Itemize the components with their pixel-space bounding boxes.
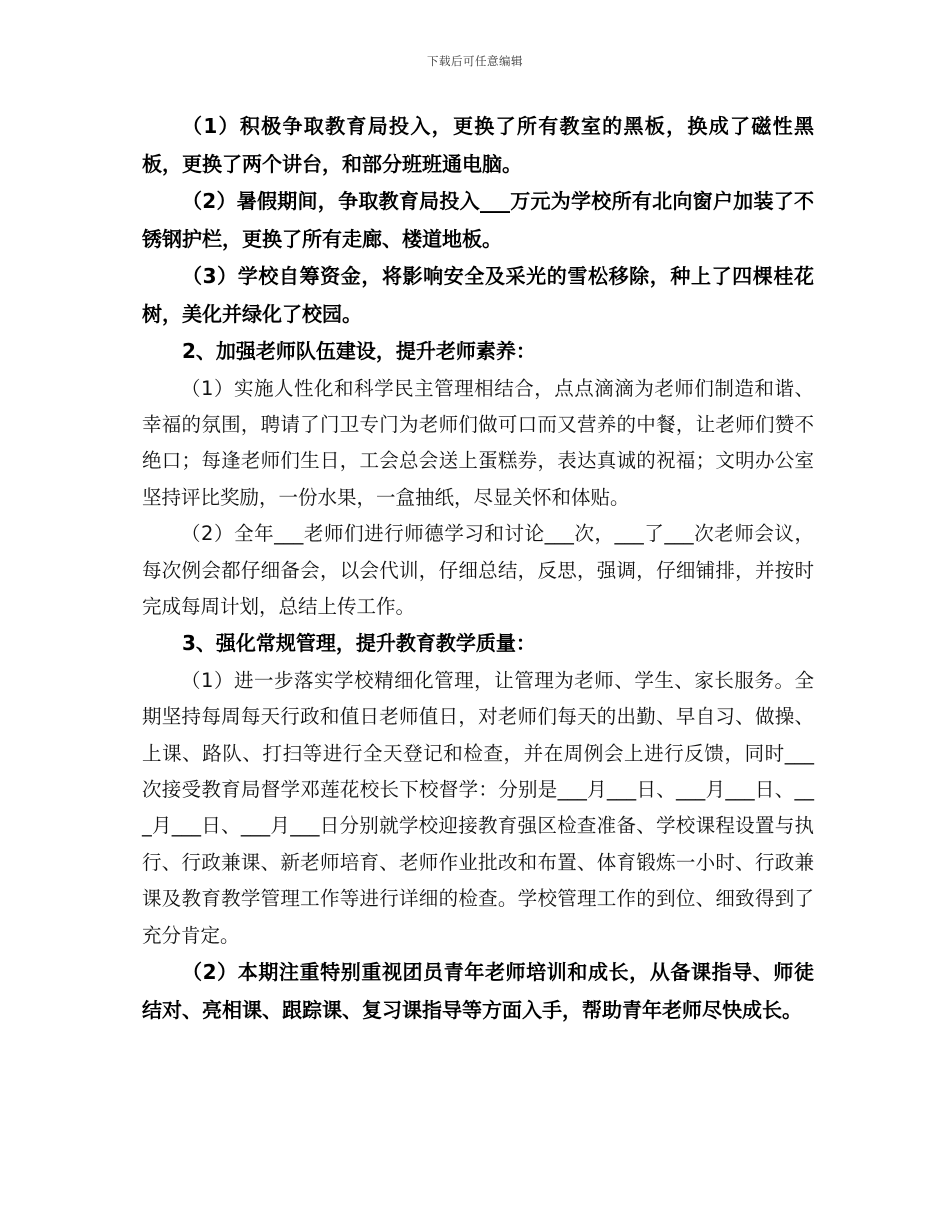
page-header: 下载后可任意编辑 [427,54,523,68]
section-heading-teacher-team: 2、加强老师队伍建设，提升老师素养： [182,339,536,363]
paragraph-humanized-management: （1）实施人性化和科学民主管理相结合，点点滴滴为老师们制造和谐、幸福的氛围，聘请了门卫专门为老师们做可口而又营养的中餐，让老师们赞不绝口；每逢老师们生日，工会总会送上蛋糕券，表达真诚的祝福；文明办公室坚持评比奖励，一份水果，一盒抽纸，尽显关怀和体贴。 [142,376,814,509]
paragraph-campus-greening: （3）学校自筹资金，将影响安全及采光的雪松移除，种上了四棵桂花树，美化并绿化了校园。 [142,264,814,326]
paragraph-window-guardrail: （2）暑假期间，争取教育局投入___万元为学校所有北向窗户加装了不锈钢护栏，更换了所有走廊、楼道地板。 [142,189,814,251]
paragraph-ethics-study: （2）全年___老师们进行师德学习和讨论___次，___了___次老师会议，每次例会都仔细备会，以会代训，仔细总结，反思，强调，仔细铺排，并按时完成每周计划，总结上传工作。 [142,522,814,618]
section-heading-routine-management: 3、强化常规管理，提升教育教学质量： [182,631,536,656]
paragraph-young-teacher-training: （2）本期注重特别重视团员青年老师培训和成长，从备课指导、师徒结对、亮相课、跟踪课、复习课指导等方面入手，帮助青年老师尽快成长。 [142,960,814,1022]
paragraph-blackboard: （1）积极争取教育局投入，更换了所有教室的黑板，换成了磁性黑板，更换了两个讲台，和部分班班通电脑。 [142,114,814,176]
paragraph-refined-management: （1）进一步落实学校精细化管理，让管理为老师、学生、家长服务。全期坚持每周每天行政和值日老师值日，对老师们每天的出勤、早自习、做操、上课、路队、打扫等进行全天登记和检查，并在周例会上进行反馈，同时___次接受教育局督学邓莲花校长下校督学：分别是___月___日、___月___日、___月___日、___月___日分别就学校迎接教育强区检查准备、学校课程设置与执行、行政兼课、新老师培育、老师作业批改和布置、体育锻炼一小时、行政兼课及教育教学管理工作等进行详细的检查。学校管理工作的到位、细致得到了充分肯定。 [142,668,814,947]
document-body [142,108,814,1029]
